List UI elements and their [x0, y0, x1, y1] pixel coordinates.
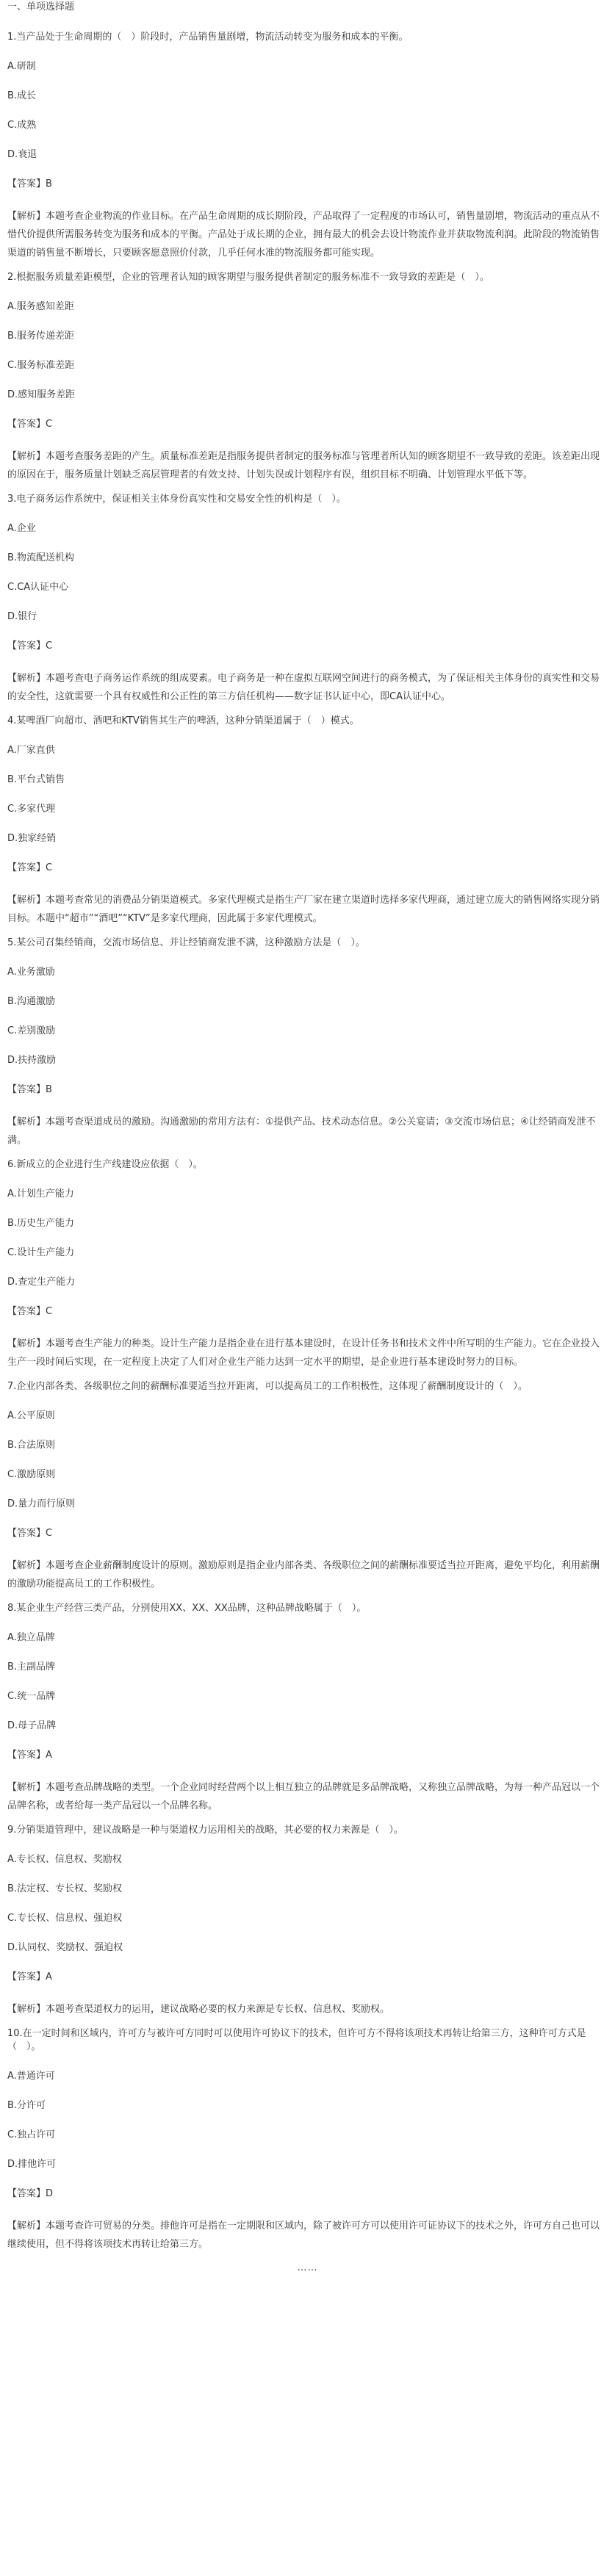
answer-option: A.计划生产能力	[7, 1188, 74, 1199]
answer-option: A.专长权、信息权、奖励权	[7, 1854, 122, 1865]
answer-key: 【答案】B	[7, 178, 52, 190]
answer-option: D.查定生产能力	[7, 1277, 76, 1288]
answer-option: B.分许可	[7, 2100, 46, 2111]
question-block	[7, 2027, 608, 2254]
question-block	[7, 31, 608, 262]
answer-option: A.厂家直供	[7, 745, 55, 756]
answer-explanation: 【解析】本题考查常见的消费品分销渠道模式。多家代理模式是指生产厂家在建立渠道时选择多家代理商，通过建立庞大的销售网络实现分销目标。本题中“超市”“酒吧”“KTV”是多家代理商，因此属于多家代理模式。	[7, 895, 600, 924]
question-stem: 2.根据服务质量差距模型，企业的管理者认知的顾客期望与服务提供者制定的服务标准不一致导致的差距是（ ）。	[7, 272, 489, 283]
answer-explanation: 【解析】本题考查企业物流的作业目标。在产品生命周期的成长期阶段，产品取得了一定程度的市场认可，销售量剧增，物流活动的重点从不惜代价提供所需服务转变为服务和成本的平衡。产品处于成长期的企业，拥有最大的机会去设计物流作业并获取物流利润。此阶段的物流销售渠道的销售量不断增长，只要顾客愿意照价付款，几乎任何水准的物流服务都可能实现。	[7, 211, 600, 259]
answer-option: C.统一品牌	[7, 1691, 56, 1702]
question-block	[7, 1602, 608, 1815]
answer-option: D.感知服务差距	[7, 389, 76, 400]
question-block	[7, 493, 608, 706]
answer-option: C.差别激励	[7, 1025, 56, 1036]
answer-explanation: 【解析】本题考查渠道权力的运用，建议战略必要的权力来源是专长权、信息权、奖励权。	[7, 2004, 390, 2015]
answer-explanation: 【解析】本题考查渠道成员的激励。沟通激励的常用方法有：①提供产品、技术动态信息。②公关宴请；③交流市场信息；④让经销商发泄不满。	[7, 1116, 596, 1146]
question-stem: 3.电子商务运作系统中，保证相关主体身份真实性和交易安全性的机构是（ ）。	[7, 494, 346, 505]
answer-key: 【答案】C	[7, 862, 53, 873]
answer-option: C.独占许可	[7, 2129, 56, 2140]
answer-option: C.服务标准差距	[7, 360, 75, 371]
question-stem: 7.企业内部各类、各级职位之间的薪酬标准要适当拉开距离，可以提高员工的工作积极性，这体现了薪酬制度设计的（ ）。	[7, 1381, 528, 1392]
answer-explanation: 【解析】本题考查生产能力的种类。设计生产能力是指企业在进行基本建设时，在设计任务书和技术文件中所写明的生产能力。它在企业投入生产一段时间后实现，在一定程度上决定了人们对企业生产能力达到一定水平的期望，是企业进行基本建设时努力的目标。	[7, 1338, 600, 1368]
question-stem: 6.新成立的企业进行生产线建设应依据（ ）。	[7, 1159, 203, 1170]
answer-option: C.多家代理	[7, 804, 56, 815]
answer-option: A.企业	[7, 523, 36, 534]
answer-option: B.法定权、专长权、奖励权	[7, 1883, 123, 1894]
answer-option: A.公平原则	[7, 1410, 55, 1421]
continuation-ellipsis: ……	[297, 2262, 318, 2273]
answer-option: B.成长	[7, 90, 37, 101]
question-stem: 1.当产品处于生命周期的（ ）阶段时，产品销售量剧增，物流活动转变为服务和成本的平衡。	[7, 32, 409, 43]
answer-option: C.成熟	[7, 120, 37, 131]
answer-option: B.物流配送机构	[7, 552, 75, 563]
question-stem: 8.某企业生产经营三类产品，分别使用XX、XX、XX品牌，这种品牌战略属于（ ）。	[7, 1603, 367, 1614]
answer-option: C.专长权、信息权、强迫权	[7, 1913, 123, 1924]
answer-option: A.服务感知差距	[7, 301, 74, 312]
answer-option: D.扶持激励	[7, 1055, 57, 1066]
answer-key: 【答案】C	[7, 1306, 53, 1317]
question-list	[7, 31, 608, 2254]
question-block	[7, 1824, 608, 2018]
answer-key: 【答案】A	[7, 1971, 52, 1982]
answer-option: B.主副品牌	[7, 1662, 56, 1673]
answer-option: D.母子品牌	[7, 1720, 57, 1731]
answer-key: 【答案】C	[7, 1528, 53, 1539]
question-block	[7, 715, 608, 928]
answer-option: B.历史生产能力	[7, 1218, 75, 1229]
answer-explanation: 【解析】本题考查许可贸易的分类。排他许可是指在一定期限和区域内，除了被许可方可以使用许可证协议下的技术之外，许可方自己也可以继续使用，但不得将该项技术再转让给第三方。	[7, 2220, 600, 2250]
question-block	[7, 271, 608, 484]
answer-option: D.量力而行原则	[7, 1498, 76, 1509]
answer-key: 【答案】D	[7, 2188, 54, 2199]
answer-explanation: 【解析】本题考查电子商务运作系统的组成要素。电子商务是一种在虚拟互联网空间进行的商务模式，为了保证相关主体身份的真实性和交易的安全性，这就需要一个具有权威性和公正性的第三方信任机构——数字证书认证中心，即CA认证中心。	[7, 673, 600, 702]
answer-option: D.独家经销	[7, 833, 57, 844]
answer-key: 【答案】C	[7, 419, 53, 430]
answer-explanation: 【解析】本题考查品牌战略的类型。一个企业同时经营两个以上相互独立的品牌就是多品牌战略，又称独立品牌战略，为每一种产品冠以一个品牌名称，或者给每一类产品冠以一个品牌名称。	[7, 1782, 600, 1811]
answer-option: B.服务传递差距	[7, 331, 75, 342]
question-stem: 9.分销渠道管理中，建议战略是一种与渠道权力运用相关的战略，其必要的权力来源是（ ）。	[7, 1825, 403, 1836]
answer-key: 【答案】C	[7, 641, 53, 652]
answer-option: C.激励原则	[7, 1469, 56, 1480]
question-stem: 4.某啤酒厂向超市、酒吧和KTV销售其生产的啤酒，这种分销渠道属于（ ）模式。	[7, 715, 359, 726]
answer-key: 【答案】B	[7, 1084, 52, 1095]
answer-option: B.合法原则	[7, 1440, 56, 1451]
question-stem: 5.某公司召集经销商，交流市场信息、并让经销商发泄不满，这种激励方法是（ ）。	[7, 937, 365, 948]
answer-option: A.业务激励	[7, 967, 55, 978]
question-block	[7, 1158, 608, 1371]
answer-option: D.认同权、奖励权、强迫权	[7, 1942, 123, 1953]
section-title: 一、单项选择题	[7, 1, 75, 12]
answer-explanation: 【解析】本题考查服务差距的产生。质量标准差距是指服务提供者制定的服务标准与管理者所认知的顾客期望不一致导致的差距。该差距出现的原因在于，服务质量计划缺乏高层管理者的有效支持、计划失误或计划程序有误，组织目标不明确、计划管理水平低下等。	[7, 451, 600, 480]
answer-option: C.CA认证中心	[7, 582, 69, 593]
answer-option: D.银行	[7, 611, 37, 622]
question-block	[7, 937, 608, 1150]
answer-option: A.独立品牌	[7, 1632, 55, 1643]
answer-option: A.普通许可	[7, 2071, 55, 2082]
question-block	[7, 1380, 608, 1593]
answer-option: B.沟通激励	[7, 996, 56, 1007]
answer-option: C.设计生产能力	[7, 1247, 75, 1258]
answer-option: D.衰退	[7, 149, 37, 160]
question-stem: 10.在一定时间和区域内，许可方与被许可方同时可以使用许可协议下的技术，但许可方不得将该项技术再转让给第三方，这种许可方式是（ ）。	[7, 2028, 586, 2052]
answer-option: B.平台式销售	[7, 774, 65, 785]
answer-option: A.研制	[7, 61, 36, 72]
answer-key: 【答案】A	[7, 1750, 52, 1761]
answer-explanation: 【解析】本题考查企业薪酬制度设计的原则。激励原则是指企业内部各类、各级职位之间的薪酬标准要适当拉开距离，避免平均化，利用薪酬的激励功能提高员工的工作积极性。	[7, 1560, 600, 1590]
answer-option: D.排他许可	[7, 2159, 57, 2170]
